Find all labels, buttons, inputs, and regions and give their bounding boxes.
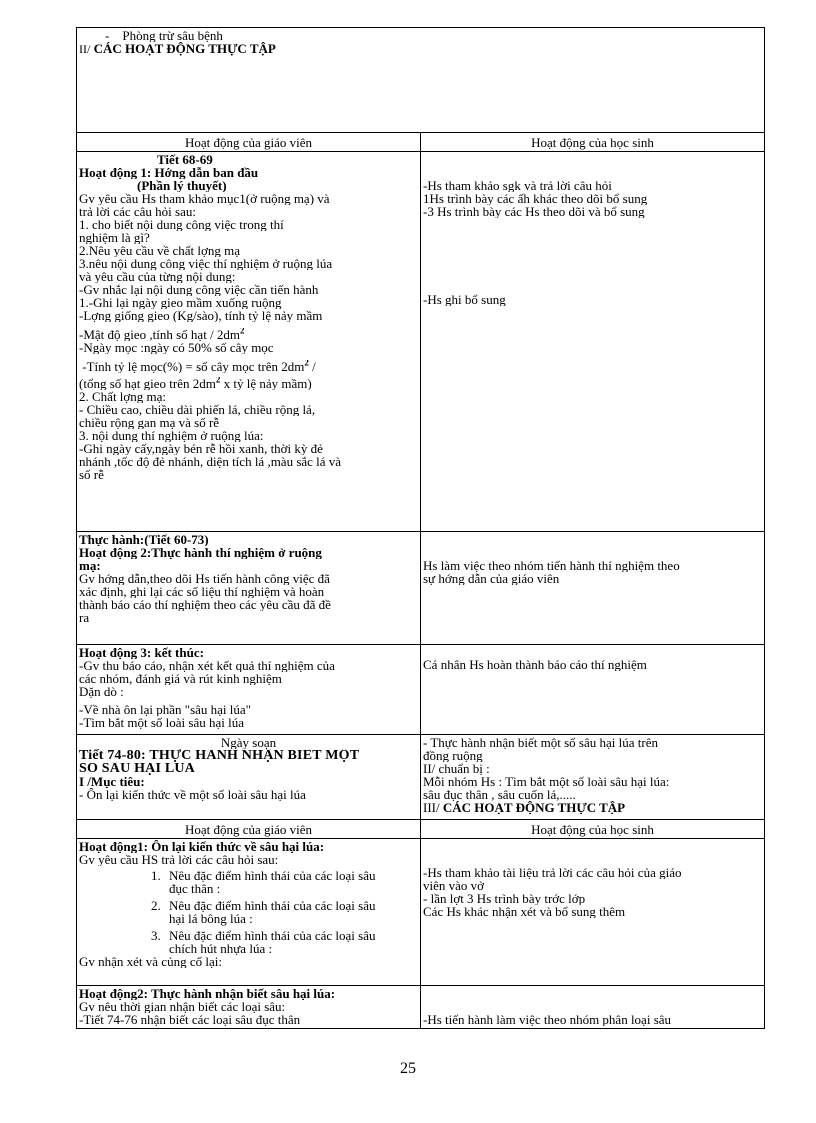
superscript: 2 xyxy=(215,377,221,385)
text-line: - Ôn lại kiến thức về một số loài sâu hại lúa xyxy=(79,788,306,801)
table-row xyxy=(77,839,765,986)
bullet-text: Phòng trừ sâu bệnh xyxy=(122,29,223,42)
text-line: -Gv nhắc lại nội dung công việc cần tiến hành xyxy=(79,283,319,296)
text-line: số rễ xyxy=(79,468,104,481)
text-line: 1. cho biết nội dung công việc trong thí xyxy=(79,218,284,231)
preparation-cell xyxy=(421,735,765,820)
text-line: 3. nội dung thí nghiệm ở ruộng lúa: xyxy=(79,429,264,442)
activity-title: Hoạt động 1: Hớng dẫn ban đầu xyxy=(79,166,259,179)
text-line: Cá nhân Hs hoàn thành báo cáo thí nghiệm xyxy=(423,658,647,671)
text-line: II/ chuẩn bị : xyxy=(423,762,490,775)
list-text: Nêu đặc điểm hình thái của các loại sâu đục thân : xyxy=(169,868,376,896)
student-cell xyxy=(421,152,765,532)
text-line: 1Hs trình bày các ấh khác theo dõi bổ sung xyxy=(423,192,648,205)
text-line: Gv yêu cầu Hs tham khảo mục1(ở ruộng mạ) và xyxy=(79,192,330,205)
table-row xyxy=(77,532,765,645)
text-line: ra xyxy=(79,611,90,624)
rate-line-2: (tổng số hạt gieo trên 2dm xyxy=(79,377,216,390)
list-text: Nêu đặc điểm hình thái của các loại sâu chích hút nhựa lúa : xyxy=(169,928,376,956)
text-line: thành báo cáo thí nghiệm theo các yêu cầu đã đề xyxy=(79,598,331,611)
density-line: -Mật độ gieo ,tính số hạt / 2dm xyxy=(79,328,241,341)
superscript: 2 xyxy=(240,328,245,336)
text-line: 3.nêu nội dung công việc thí nghiệm ở ruộng lúa xyxy=(79,257,333,270)
text-line: -Tiết 74-76 nhận biết các loại sâu đục thân xyxy=(79,1013,301,1026)
lesson-title-2: SỐ SÂU HẠI LÚA xyxy=(79,762,195,775)
list-item xyxy=(79,869,418,895)
document-page xyxy=(76,27,765,1029)
student-header: Hoạt động của học sinh xyxy=(421,133,765,152)
activity-title: Hoạt động 2:Thực hành thí nghiệm ở ruộng xyxy=(79,546,322,559)
text-line: Gv yêu cầu HS trả lời các câu hỏi sau: xyxy=(79,853,279,866)
text-line: -Về nhà ôn lại phần "sâu hại lúa" xyxy=(79,703,251,716)
text-line: sự hớng dẫn của giáo viên xyxy=(423,572,560,585)
text-line: Hs làm việc theo nhóm tiến hành thí nghiệm theo xyxy=(423,559,680,572)
text-line: Mỗi nhóm Hs : Tìm bắt một số loài sâu hại lúa: xyxy=(423,775,670,788)
teacher-cell: Tiết 68-69 Hoạt động 1: Hớng dẫn ban đầu (Phần lý thuyết) Gv yêu cầu Hs tham khảo mục1(ở ruộng mạ) và trả lời các câu hỏi sau: 1. cho biết nội dung công việc trong thí nghiệm là gì? 2.Nêu yêu cầu về chất lợng mạ 3.nêu nội dung công việc thí nghiệm ở ruộng lúa và yêu cầu của từng nội dung: -Gv nhắc lại nội dung công việc cần tiến hành 1.-Ghi lại ngày gieo mầm xuống ruộng -Lợng giống gieo (Kg/sào), tính tỷ lệ nảy mầm -Mật độ gieo ,tính số hạt / $2dm^2$ -Ngày mọc :ngày có 50% số cây mọc -Tính tỷ lệ mọc(%) = số cây mọc trên $2dm^2$ / (tổng số hạt gieo trên $2dm^2$ x tỷ lệ nảy mầm) 2. Chất lợng mạ: - Chiều cao, chiều dài phiến lá, chiều rộng lá, chiều rộng gan mạ và số rễ 3. nội dung thí nghiệm ở ruộng lúa: -Ghi ngày cấy,ngày bén rễ hồi xanh, thời kỳ đẻ nhánh ,tốc độ đẻ nhánh, diện tích lá ,màu sắc lá và số rễ xyxy=(77,152,421,532)
text-line: -Ngày mọc :ngày có 50% số cây mọc xyxy=(79,341,274,354)
superscript: 2 xyxy=(304,360,309,368)
table-row xyxy=(77,28,765,133)
student-cell xyxy=(421,986,765,1029)
text-line: trả lời các câu hỏi sau: xyxy=(79,205,196,218)
text-line: -3 Hs trình bày các Hs theo dõi và bổ sung xyxy=(423,205,645,218)
teacher-header: Hoạt động của giáo viên xyxy=(77,820,421,839)
text-line: chiều rộng gan mạ và số rễ xyxy=(79,416,220,429)
text-line: Các Hs khác nhận xét và bổ sung thêm xyxy=(423,905,626,918)
student-cell xyxy=(421,645,765,735)
activity-subtitle: (Phần lý thuyết) xyxy=(137,179,227,192)
text-line: -Hs tiến hành làm việc theo nhóm phân loại sâu xyxy=(423,1013,672,1026)
lesson-number: Tiết 68-69 xyxy=(157,153,213,166)
text-line: 1.-Ghi lại ngày gieo mầm xuống ruộng xyxy=(79,296,282,309)
activity-title-2: mạ: xyxy=(79,559,101,572)
practice-title: Thực hành:(Tiết 60-73) xyxy=(79,533,209,546)
teacher-cell xyxy=(77,645,421,735)
page-number: 25 xyxy=(400,1060,416,1077)
text-line: - Chiều cao, chiều dài phiến lá, chiều rộng lá, xyxy=(79,403,316,416)
text-line: -Hs tham khảo sgk và trả lời câu hỏi xyxy=(423,179,612,192)
text-line: và yêu cầu của từng nội dung: xyxy=(79,270,236,283)
list-number: 1. xyxy=(151,868,161,883)
student-cell xyxy=(421,839,765,986)
text-line: -Ghi ngày cấy,ngày bén rễ hồi xanh, thời kỳ đẻ xyxy=(79,442,323,455)
text-line: viên vào vở xyxy=(423,879,485,892)
text-line: -Hs tham khảo tài liệu trả lời các câu hỏi của giáo xyxy=(423,866,682,879)
text-line: nghiệm là gì? xyxy=(79,231,150,244)
list-item xyxy=(79,899,418,925)
activity-title: Hoạt động1: Ôn lại kiến thức về sâu hại lúa: xyxy=(79,840,325,853)
list-number: 3. xyxy=(151,928,161,943)
teacher-cell xyxy=(77,986,421,1029)
text-line: 2.Nêu yêu cầu về chất lợng mạ xyxy=(79,244,241,257)
text-line: Gv nêu thời gian nhận biết các loại sâu: xyxy=(79,1000,286,1013)
table-row xyxy=(77,152,765,532)
intro-cell: - Phòng trừ sâu bệnh II/ CÁC HOẠT ĐỘNG THỰC TẬP xyxy=(77,28,765,133)
goal-title: I /Mục tiêu: xyxy=(79,775,145,788)
text-line: -Hs ghi bổ sung xyxy=(423,293,506,306)
list-number: 2. xyxy=(151,898,161,913)
student-cell xyxy=(421,532,765,645)
rate-line: -Tính tỷ lệ mọc(%) = số cây mọc trên 2dm xyxy=(82,360,305,373)
table-row xyxy=(77,645,765,735)
text-line: Gv nhận xét và củng cố lại: xyxy=(79,955,222,968)
activity-title: Hoạt động2: Thực hành nhận biết sâu hại lúa: xyxy=(79,987,336,1000)
teacher-cell xyxy=(77,839,421,986)
teacher-header: Hoạt động của giáo viên xyxy=(77,133,421,152)
date-label: Ngày soạn xyxy=(220,736,277,749)
table-row xyxy=(77,986,765,1029)
text-line: - lần lợt 3 Hs trình bày trớc lớp xyxy=(423,892,586,905)
student-header: Hoạt động của học sinh xyxy=(421,820,765,839)
teacher-cell xyxy=(77,532,421,645)
lesson-label: Tiết 74-80: xyxy=(79,749,146,762)
lesson-table xyxy=(76,27,765,1029)
text-line: Dặn dò : xyxy=(79,685,124,698)
activity-title: Hoạt động 3: kết thúc: xyxy=(79,646,204,659)
text-line: các nhóm, đánh giá và rút kinh nghiệm xyxy=(79,672,282,685)
text-line: nhánh ,tốc độ đẻ nhánh, diện tích lá ,màu sắc lá và xyxy=(79,455,342,468)
question-list xyxy=(79,869,418,955)
section-title: CÁC HOẠT ĐỘNG THỰC TẬP xyxy=(439,801,626,814)
text-line: Gv hớng dẫn,theo dõi Hs tiến hành công việc đã xyxy=(79,572,330,585)
section-number: III/ xyxy=(423,801,440,814)
lesson-title: THỰC HÀNH NHẬN BIẾT MỘT xyxy=(145,749,360,762)
text-line: xác định, ghi lại các số liệu thí nghiệm và hoàn xyxy=(79,585,325,598)
lesson-intro-cell xyxy=(77,735,421,820)
text-line: sâu đục thân , sâu cuốn lá,..... xyxy=(423,788,576,801)
table-header-row xyxy=(77,820,765,839)
list-text: Nêu đặc điểm hình thái của các loại sâu hại lá bông lúa : xyxy=(169,898,376,926)
table-header-row xyxy=(77,133,765,152)
text-line: - Thực hành nhận biết một số sâu hại lúa trên xyxy=(423,736,658,749)
text-line: đồng ruộng xyxy=(423,749,483,762)
table-row xyxy=(77,735,765,820)
section-title: CÁC HOẠT ĐỘNG THỰC TẬP xyxy=(93,42,276,56)
text-line: -Gv thu báo cáo, nhận xét kết quả thí nghiệm của xyxy=(79,659,335,672)
text-line: -Lợng giống gieo (Kg/sào), tính tỷ lệ nảy mầm xyxy=(79,309,323,322)
text-line: 2. Chất lợng mạ: xyxy=(79,390,167,403)
text-line: -Tìm bắt một số loài sâu hại lúa xyxy=(79,716,244,729)
list-item xyxy=(79,929,418,955)
